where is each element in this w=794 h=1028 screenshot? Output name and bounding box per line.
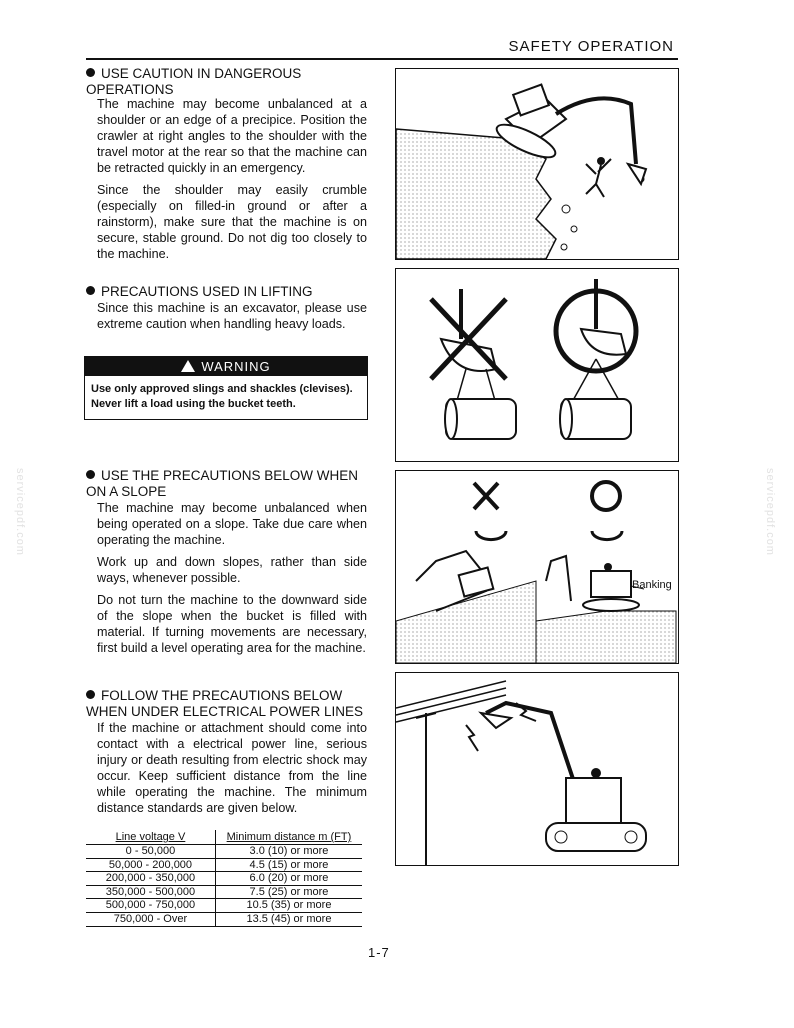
- paragraph: Since this machine is an excavator, please use extreme caution when handling heavy loads.: [97, 301, 367, 331]
- cross-mark-icon: [474, 483, 498, 509]
- table-cell: 3.0 (10) or more: [215, 845, 362, 859]
- section-body: [97, 96, 367, 268]
- table-header-cell: Line voltage V: [86, 830, 215, 845]
- section-heading: [86, 66, 376, 98]
- paragraph: If the machine or attachment should come into contact with a electrical power line, serious injury or death resulting from electric shock may occur. Keep sufficient distance from the line while operating the machine. The minimum distance standards are given below.: [97, 721, 367, 815]
- warning-label: WARNING: [201, 359, 271, 374]
- circle-mark-icon: [592, 482, 620, 510]
- banking-label: Banking: [632, 579, 672, 591]
- section-heading-text: FOLLOW THE PRECAUTIONS BELOW WHEN UNDER ELECTRICAL POWER LINES: [86, 688, 364, 719]
- watermark-left: servicepdf.com: [14, 468, 26, 556]
- table-row: [86, 872, 362, 886]
- table-header-cell: Minimum distance m (FT): [215, 830, 362, 845]
- table-cell: 4.5 (15) or more: [215, 858, 362, 872]
- section-heading-text: USE THE PRECAUTIONS BELOW WHEN ON A SLOPE: [86, 468, 359, 499]
- table-row: [86, 899, 362, 913]
- table-row: [86, 912, 362, 926]
- table-header-row: [86, 830, 362, 845]
- precipice-illustration: [396, 69, 678, 259]
- warning-text: Use only approved slings and shackles (clevises). Never lift a load using the bucket teeth.: [91, 383, 353, 410]
- table-cell: 350,000 - 500,000: [86, 885, 215, 899]
- table-row: [86, 885, 362, 899]
- header-rule: [86, 58, 678, 60]
- table-cell: 50,000 - 200,000: [86, 858, 215, 872]
- section-heading: [86, 468, 376, 500]
- table-row: [86, 845, 362, 859]
- bullet-icon: [86, 470, 95, 479]
- page-header-title: SAFETY OPERATION: [508, 38, 674, 55]
- table-cell: 750,000 - Over: [86, 912, 215, 926]
- bullet-icon: [86, 68, 95, 77]
- section-heading: [86, 284, 376, 300]
- table-cell: 200,000 - 350,000: [86, 872, 215, 886]
- table-cell: 0 - 50,000: [86, 845, 215, 859]
- table-cell: 7.5 (25) or more: [215, 885, 362, 899]
- figure-precipice: [395, 68, 679, 260]
- warning-box: [84, 356, 368, 420]
- section-body: [97, 500, 367, 662]
- paragraph: Work up and down slopes, rather than side ways, whenever possible.: [97, 555, 367, 585]
- voltage-distance-table: [86, 830, 362, 927]
- warning-triangle-icon: [181, 360, 195, 372]
- slope-illustration: [396, 471, 678, 663]
- figure-slope: [395, 470, 679, 664]
- power-lines-illustration: [396, 673, 678, 865]
- section-heading-text: USE CAUTION IN DANGEROUS OPERATIONS: [86, 66, 302, 97]
- section-body: [97, 720, 367, 822]
- bullet-icon: [86, 286, 95, 295]
- paragraph: The machine may become unbalanced when being operated on a slope. Take due care when operating the machine.: [97, 501, 367, 547]
- lifting-illustration: [396, 269, 678, 461]
- table-cell: 6.0 (20) or more: [215, 872, 362, 886]
- figure-power-lines: [395, 672, 679, 866]
- paragraph: The machine may become unbalanced at a shoulder or an edge of a precipice. Position the crawler at right angles to the shoulder with the travel motor at the rear so that the machine can be retracted quickly in an emergency.: [97, 97, 367, 175]
- section-heading: [86, 688, 376, 720]
- figure-lifting: [395, 268, 679, 462]
- table-cell: 13.5 (45) or more: [215, 912, 362, 926]
- page-number: 1-7: [368, 945, 390, 960]
- section-heading-text: PRECAUTIONS USED IN LIFTING: [101, 284, 313, 299]
- bullet-icon: [86, 690, 95, 699]
- paragraph: Do not turn the machine to the downward side of the slope when the bucket is filled with material. If turning movements are necessary, first build a level operating area for the machine.: [97, 593, 367, 655]
- section-body: [97, 300, 367, 338]
- warning-banner: [85, 357, 367, 376]
- watermark-right: servicepdf.com: [764, 468, 776, 556]
- table-cell: 10.5 (35) or more: [215, 899, 362, 913]
- table-cell: 500,000 - 750,000: [86, 899, 215, 913]
- paragraph: Since the shoulder may easily crumble (especially on filled-in ground or after a rainstorm), make sure that the machine is on secure, stable ground. Do not dig too closely to the machine.: [97, 183, 367, 261]
- table-row: [86, 858, 362, 872]
